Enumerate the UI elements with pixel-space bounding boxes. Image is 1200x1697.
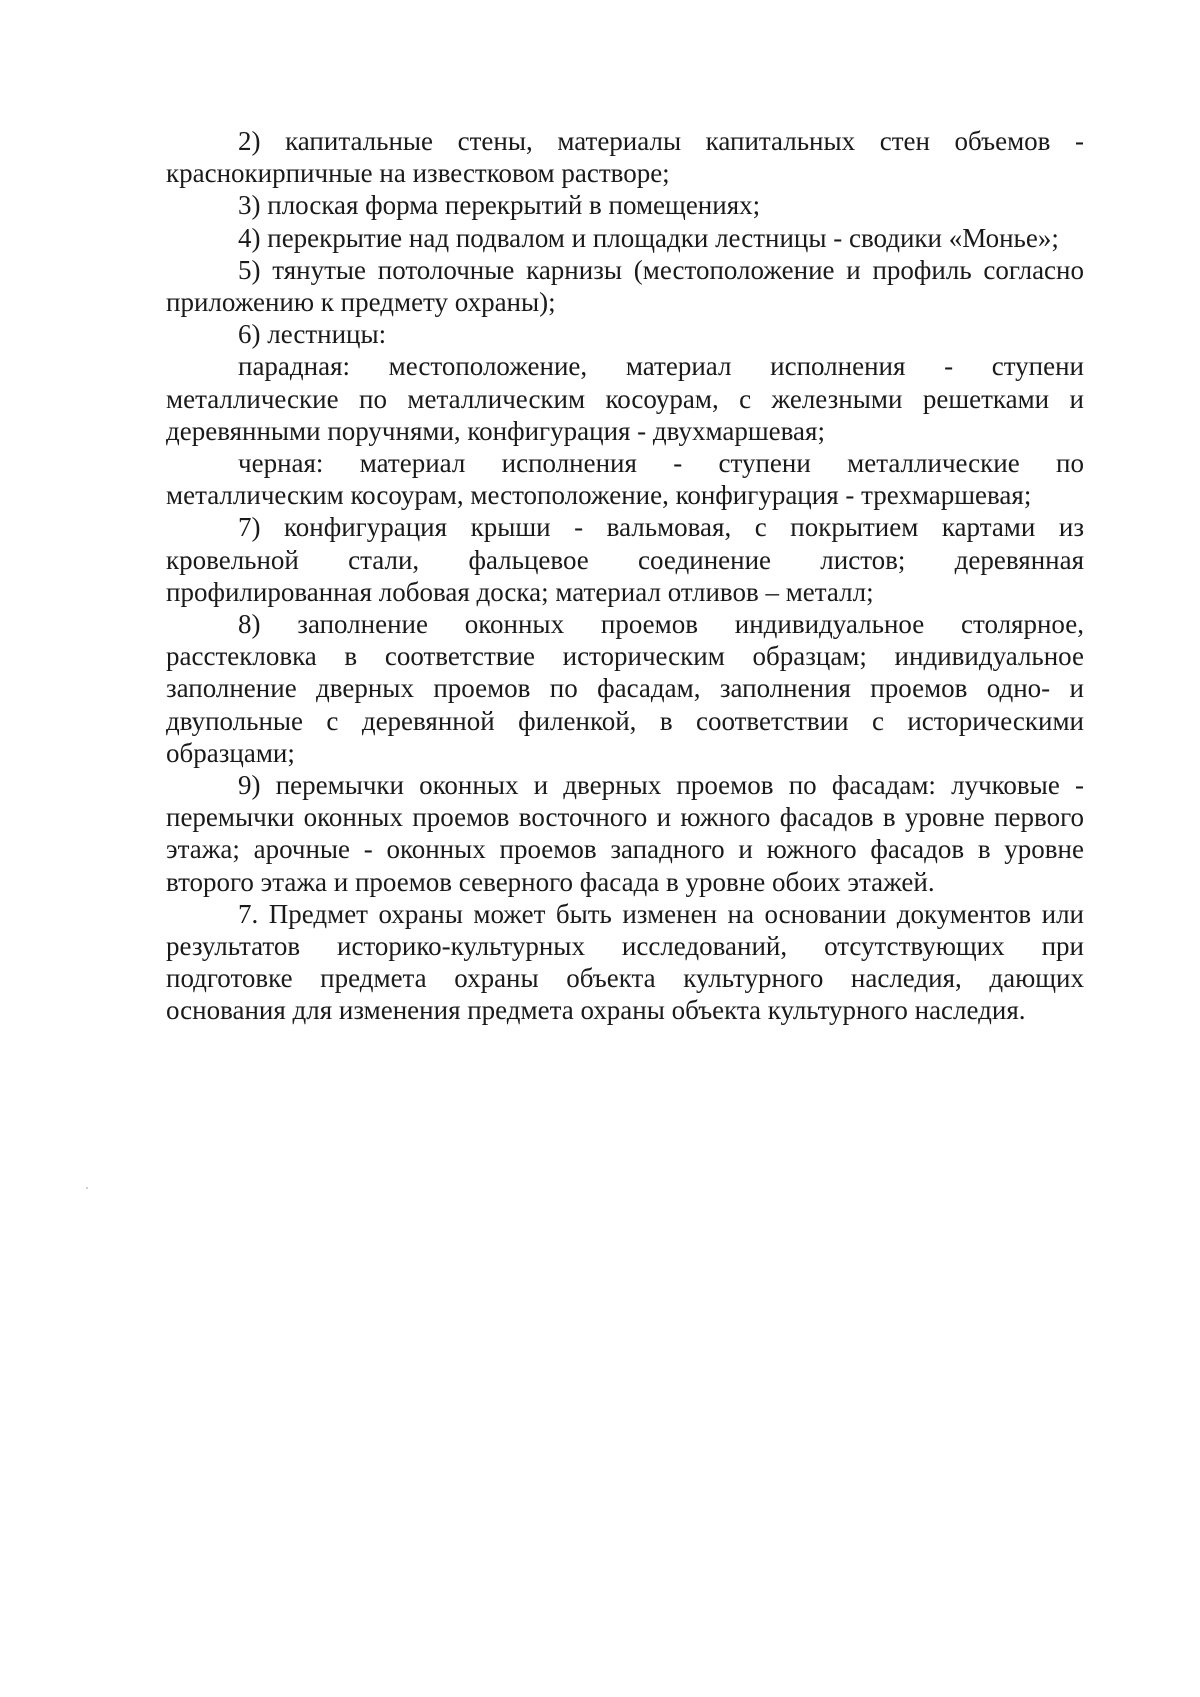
paragraph-back-staircase: черная: материал исполнения - ступени металлические по металлическим косоурам, местоположение, конфигурация - трехмаршевая; (166, 448, 1084, 511)
paragraph-item-9-lintels: 9) перемычки оконных и дверных проемов по фасадам: лучковые - перемычки оконных проемов восточного и южного фасадов в уровне первого этажа; арочные - оконных проемов западного и южного фасадов в уровне второго этажа и проемов северного фасада в уровне обоих этажей. (166, 770, 1084, 897)
document-body (166, 125, 1084, 1027)
paragraph-item-3-ceilings: 3) плоская форма перекрытий в помещениях; (238, 190, 761, 221)
scan-artifact (86, 1187, 88, 1189)
paragraph-item-5-cornices: 5) тянутые потолочные карнизы (местоположение и профиль согласно приложению к предмету охраны); (166, 254, 1084, 318)
paragraph-item-4-basement-vaults: 4) перекрытие над подвалом и площадки лестницы - сводики «Монье»; (238, 222, 1059, 253)
paragraph-item-8-openings: 8) заполнение оконных проемов индивидуальное столярное, расстекловка в соответствие историческим образцам; индивидуальное заполнение дверных проемов по фасадам, заполнения проемов одно- и двупольные с деревянной филенкой, в соответствии с историческими образцами; (166, 609, 1084, 768)
paragraph-item-7-roof: 7) конфигурация крыши - вальмовая, с покрытием картами из кровельной стали, фальцевое соединение листов; деревянная профилированная лобовая доска; материал отливов – металл; (166, 512, 1084, 607)
paragraph-main-staircase: парадная: местоположение, материал исполнения - ступени металлические по металлическим косоурам, с железными решетками и деревянными поручнями, конфигурация - двухмаршевая; (166, 351, 1084, 446)
paragraph-item-2-walls: 2) капитальные стены, материалы капитальных стен объемов - краснокирпичные на известковом растворе; (166, 126, 1084, 189)
paragraph-clause-7-amendment: 7. Предмет охраны может быть изменен на основании документов или результатов историко-культурных исследований, отсутствующих при подготовке предмета охраны объекта культурного наследия, дающих основания для изменения предмета охраны объекта культурного наследия. (166, 898, 1084, 1026)
paragraph-item-6-stairs: 6) лестницы: (238, 319, 387, 350)
